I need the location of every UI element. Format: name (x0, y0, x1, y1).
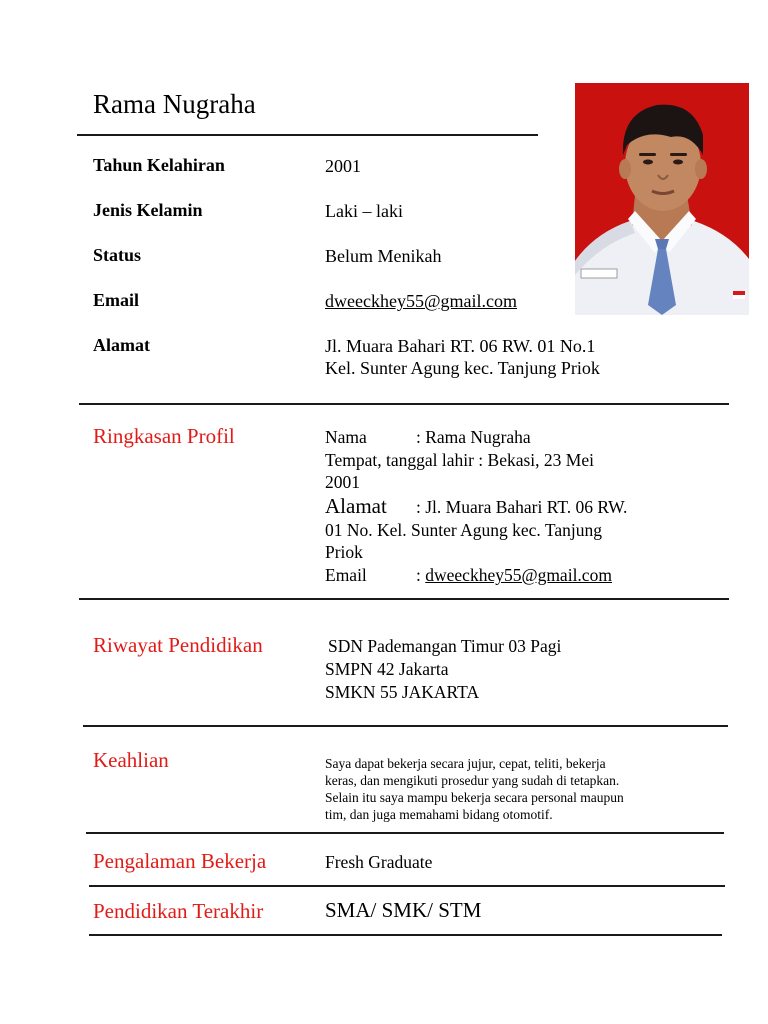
bottom-divider (89, 934, 722, 936)
info-value-address-line1: Jl. Muara Bahari RT. 06 RW. 01 No.1 (325, 336, 596, 356)
profile-birth-line2: 2001 (325, 472, 360, 492)
experience-value: Fresh Graduate (325, 852, 433, 872)
info-label-address: Alamat (93, 335, 150, 355)
section-title-education: Riwayat Pendidikan (93, 633, 263, 657)
section-title-profile: Ringkasan Profil (93, 424, 235, 448)
info-label-email: Email (93, 290, 140, 310)
section-divider-skills (83, 725, 728, 727)
profile-name-label: Nama (325, 427, 367, 447)
info-label-birth-year: Tahun Kelahiran (93, 155, 225, 175)
profile-address-label: Alamat (325, 494, 387, 518)
section-divider-last-education (89, 885, 725, 887)
education-item-vocational: SMKN 55 JAKARTA (325, 682, 480, 702)
skills-line-4: tim, dan juga memahami bidang otomotif. (325, 807, 553, 822)
education-item-junior: SMPN 42 Jakarta (325, 659, 449, 679)
profile-email-link[interactable]: dweeckhey55@gmail.com (425, 565, 612, 585)
profile-address-line3: Priok (325, 542, 363, 562)
skills-line-1: Saya dapat bekerja secara jujur, cepat, teliti, bekerja (325, 756, 606, 771)
candidate-name: Rama Nugraha (93, 89, 256, 119)
section-title-skills: Keahlian (93, 748, 169, 772)
skills-line-2: keras, dan mengikuti prosedur yang sudah di tetapkan. (325, 773, 620, 788)
info-label-gender: Jenis Kelamin (93, 200, 203, 220)
profile-address-line1: : Jl. Muara Bahari RT. 06 RW. (416, 497, 628, 517)
info-value-birth-year: 2001 (325, 156, 361, 176)
section-title-last-education: Pendidikan Terakhir (93, 899, 264, 923)
section-divider-education (79, 598, 729, 600)
info-label-status: Status (93, 245, 142, 265)
profile-photo (575, 83, 749, 315)
info-value-email-link[interactable]: dweeckhey55@gmail.com (325, 291, 518, 311)
profile-email-value (416, 564, 612, 587)
education-item-primary: SDN Pademangan Timur 03 Pagi (328, 636, 562, 656)
info-value-status: Belum Menikah (325, 246, 442, 266)
section-title-experience: Pengalaman Bekerja (93, 849, 267, 873)
skills-line-3: Selain itu saya mampu bekerja secara personal maupun (325, 790, 624, 805)
info-value-gender: Laki – laki (325, 201, 403, 221)
profile-email-colon: : (416, 565, 426, 585)
last-education-value: SMA/ SMK/ STM (325, 898, 482, 922)
section-divider-profile (79, 403, 729, 405)
info-value-address-line2: Kel. Sunter Agung kec. Tanjung Priok (325, 358, 600, 378)
profile-name-value: : Rama Nugraha (416, 427, 531, 447)
profile-birth-line1: Tempat, tanggal lahir : Bekasi, 23 Mei (325, 450, 594, 470)
profile-email-label: Email (325, 565, 367, 585)
section-divider-experience (86, 832, 724, 834)
profile-address-line2: 01 No. Kel. Sunter Agung kec. Tanjung (325, 520, 602, 540)
header-divider (77, 134, 538, 136)
